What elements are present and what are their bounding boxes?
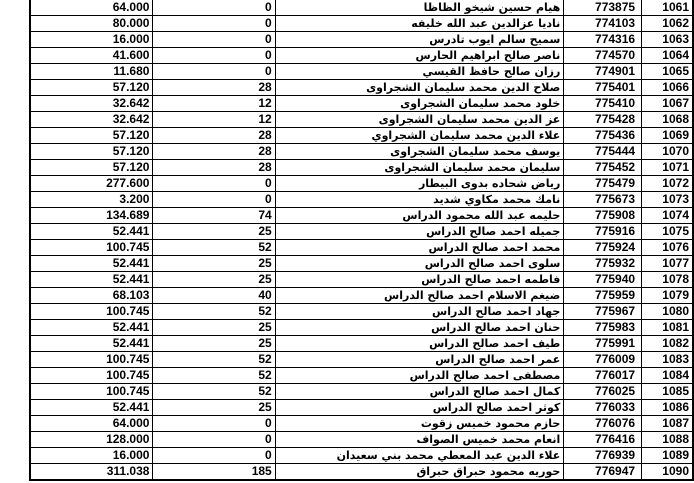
id-number-cell[interactable]: 775410 (564, 96, 642, 112)
sequence-cell[interactable]: 1065 (642, 64, 693, 80)
count-cell[interactable]: 74 (153, 208, 275, 224)
count-cell[interactable]: 25 (153, 400, 275, 416)
table-row (30, 320, 693, 336)
table-row (30, 32, 693, 48)
sequence-cell[interactable]: 1080 (642, 304, 693, 320)
amount-cell[interactable]: 100.745 (30, 304, 153, 320)
table-row (30, 176, 693, 192)
sequence-cell[interactable]: 1070 (642, 144, 693, 160)
amount-cell[interactable]: 52.441 (30, 272, 153, 288)
id-number-cell[interactable]: 776025 (564, 384, 642, 400)
name-cell[interactable]: ناصر صالح ابراهيم الحارس (275, 48, 564, 64)
table-row (30, 464, 693, 481)
name-cell[interactable]: كمال احمد صالح الدراس (275, 384, 564, 400)
amount-cell[interactable]: 100.745 (30, 352, 153, 368)
records-table (29, 0, 694, 481)
sequence-cell[interactable]: 1068 (642, 112, 693, 128)
sequence-cell[interactable]: 1079 (642, 288, 693, 304)
id-number-cell[interactable]: 775916 (564, 224, 642, 240)
name-cell[interactable]: حنان احمد صالح الدراس (275, 320, 564, 336)
name-cell[interactable]: ضيغم الاسلام احمد صالح الدراس (275, 288, 564, 304)
name-cell[interactable]: جميله احمد صالح الدراس (275, 224, 564, 240)
records-table-body (30, 0, 693, 480)
count-cell[interactable]: 0 (153, 0, 275, 16)
sequence-cell[interactable]: 1087 (642, 416, 693, 432)
name-cell[interactable]: خلود محمد سليمان الشجراوى (275, 96, 564, 112)
table-row (30, 448, 693, 464)
name-cell[interactable]: فاطمه احمد صالح الدراس (275, 272, 564, 288)
name-cell[interactable]: يوسف محمد سليمان الشجراوى (275, 144, 564, 160)
table-row (30, 256, 693, 272)
amount-cell[interactable]: 52.441 (30, 224, 153, 240)
name-cell[interactable]: سليمان محمد سليمان الشجراوى (275, 160, 564, 176)
name-cell[interactable]: ناديا عزالدين عبد الله خليفه (275, 16, 564, 32)
count-cell[interactable]: 0 (153, 16, 275, 32)
sequence-cell[interactable]: 1085 (642, 384, 693, 400)
id-number-cell[interactable]: 775967 (564, 304, 642, 320)
table-row (30, 432, 693, 448)
amount-cell[interactable]: 41.600 (30, 48, 153, 64)
sequence-cell[interactable]: 1073 (642, 192, 693, 208)
name-cell[interactable]: عز الدين محمد سليمان الشجراوى (275, 112, 564, 128)
sequence-cell[interactable]: 1090 (642, 464, 693, 481)
id-number-cell[interactable]: 776076 (564, 416, 642, 432)
name-cell[interactable]: هيام حسين شيخو الظاظا (275, 0, 564, 16)
id-number-cell[interactable]: 775959 (564, 288, 642, 304)
count-cell[interactable]: 0 (153, 432, 275, 448)
sequence-cell[interactable]: 1062 (642, 16, 693, 32)
count-cell[interactable]: 40 (153, 288, 275, 304)
id-number-cell[interactable]: 776033 (564, 400, 642, 416)
table-row (30, 368, 693, 384)
sequence-cell[interactable]: 1064 (642, 48, 693, 64)
name-cell[interactable]: سميح سالم ايوب تادرس (275, 32, 564, 48)
count-cell[interactable]: 25 (153, 272, 275, 288)
count-cell[interactable]: 12 (153, 96, 275, 112)
sequence-cell[interactable]: 1072 (642, 176, 693, 192)
count-cell[interactable]: 0 (153, 64, 275, 80)
table-row (30, 192, 693, 208)
count-cell[interactable]: 28 (153, 160, 275, 176)
count-cell[interactable]: 0 (153, 448, 275, 464)
count-cell[interactable]: 25 (153, 256, 275, 272)
table-row (30, 288, 693, 304)
amount-cell[interactable]: 57.120 (30, 144, 153, 160)
id-number-cell[interactable]: 775924 (564, 240, 642, 256)
count-cell[interactable]: 52 (153, 368, 275, 384)
sequence-cell[interactable]: 1088 (642, 432, 693, 448)
amount-cell[interactable]: 57.120 (30, 80, 153, 96)
sequence-cell[interactable]: 1076 (642, 240, 693, 256)
amount-cell[interactable]: 311.038 (30, 464, 153, 481)
id-number-cell[interactable]: 773875 (564, 0, 642, 16)
amount-cell[interactable]: 100.745 (30, 240, 153, 256)
name-cell[interactable]: طيف احمد صالح الدراس (275, 336, 564, 352)
sequence-cell[interactable]: 1077 (642, 256, 693, 272)
count-cell[interactable]: 0 (153, 416, 275, 432)
name-cell[interactable]: كوثر احمد صالح الدراس (275, 400, 564, 416)
table-row (30, 80, 693, 96)
table-row (30, 160, 693, 176)
sequence-cell[interactable]: 1069 (642, 128, 693, 144)
table-row (30, 144, 693, 160)
table-row (30, 16, 693, 32)
name-cell[interactable]: علاء الدين محمد سليمان الشجراوي (275, 128, 564, 144)
id-number-cell[interactable]: 775401 (564, 80, 642, 96)
sequence-cell[interactable]: 1074 (642, 208, 693, 224)
name-cell[interactable]: حوريه محمود حبراق حبراق (275, 464, 564, 481)
count-cell[interactable]: 185 (153, 464, 275, 481)
name-cell[interactable]: حليمه عبد الله محمود الدراس (275, 208, 564, 224)
amount-cell[interactable]: 134.689 (30, 208, 153, 224)
id-number-cell[interactable]: 775673 (564, 192, 642, 208)
table-row (30, 400, 693, 416)
name-cell[interactable]: رياض شحاده بدوى البيطار (275, 176, 564, 192)
amount-cell[interactable]: 52.441 (30, 256, 153, 272)
id-number-cell[interactable]: 775428 (564, 112, 642, 128)
id-number-cell[interactable]: 774103 (564, 16, 642, 32)
amount-cell[interactable]: 52.441 (30, 400, 153, 416)
amount-cell[interactable]: 32.642 (30, 112, 153, 128)
id-number-cell[interactable]: 776416 (564, 432, 642, 448)
id-number-cell[interactable]: 775908 (564, 208, 642, 224)
name-cell[interactable]: رزان صالح حافظ القيسي (275, 64, 564, 80)
amount-cell[interactable]: 52.441 (30, 336, 153, 352)
sequence-cell[interactable]: 1081 (642, 320, 693, 336)
count-cell[interactable]: 52 (153, 352, 275, 368)
table-row (30, 304, 693, 320)
sequence-cell[interactable]: 1066 (642, 80, 693, 96)
name-cell[interactable]: عمر احمد صالح الدراس (275, 352, 564, 368)
count-cell[interactable]: 25 (153, 224, 275, 240)
count-cell[interactable]: 25 (153, 336, 275, 352)
count-cell[interactable]: 0 (153, 48, 275, 64)
name-cell[interactable]: مصطفى احمد صالح الدراس (275, 368, 564, 384)
id-number-cell[interactable]: 775479 (564, 176, 642, 192)
id-number-cell[interactable]: 774316 (564, 32, 642, 48)
sequence-cell[interactable]: 1071 (642, 160, 693, 176)
amount-cell[interactable]: 16.000 (30, 448, 153, 464)
amount-cell[interactable]: 57.120 (30, 128, 153, 144)
name-cell[interactable]: علاء الدين عبد المعطي محمد بني سعيدان (275, 448, 564, 464)
id-number-cell[interactable]: 774570 (564, 48, 642, 64)
amount-cell[interactable]: 128.000 (30, 432, 153, 448)
name-cell[interactable]: انعام محمد خميس الصواف (275, 432, 564, 448)
count-cell[interactable]: 28 (153, 128, 275, 144)
id-number-cell[interactable]: 775991 (564, 336, 642, 352)
table-row (30, 336, 693, 352)
id-number-cell[interactable]: 775940 (564, 272, 642, 288)
sequence-cell[interactable]: 1084 (642, 368, 693, 384)
count-cell[interactable]: 52 (153, 240, 275, 256)
id-number-cell[interactable]: 775983 (564, 320, 642, 336)
id-number-cell[interactable]: 776947 (564, 464, 642, 481)
name-cell[interactable]: صلاح الدين محمد سليمان الشجراوى (275, 80, 564, 96)
sequence-cell[interactable]: 1063 (642, 32, 693, 48)
count-cell[interactable]: 25 (153, 320, 275, 336)
amount-cell[interactable]: 11.680 (30, 64, 153, 80)
count-cell[interactable]: 28 (153, 144, 275, 160)
table-row (30, 128, 693, 144)
sequence-cell[interactable]: 1089 (642, 448, 693, 464)
id-number-cell[interactable]: 775452 (564, 160, 642, 176)
table-row (30, 64, 693, 80)
count-cell[interactable]: 0 (153, 176, 275, 192)
id-number-cell[interactable]: 776009 (564, 352, 642, 368)
table-row (30, 352, 693, 368)
sequence-cell[interactable]: 1075 (642, 224, 693, 240)
amount-cell[interactable]: 68.103 (30, 288, 153, 304)
table-row (30, 208, 693, 224)
amount-cell[interactable]: 100.745 (30, 368, 153, 384)
count-cell[interactable]: 52 (153, 304, 275, 320)
amount-cell[interactable]: 80.000 (30, 16, 153, 32)
count-cell[interactable]: 12 (153, 112, 275, 128)
id-number-cell[interactable]: 774901 (564, 64, 642, 80)
count-cell[interactable]: 0 (153, 192, 275, 208)
amount-cell[interactable]: 16.000 (30, 32, 153, 48)
count-cell[interactable]: 52 (153, 384, 275, 400)
id-number-cell[interactable]: 775932 (564, 256, 642, 272)
name-cell[interactable]: حازم محمود خميس زقوت (275, 416, 564, 432)
sequence-cell[interactable]: 1086 (642, 400, 693, 416)
amount-cell[interactable]: 64.000 (30, 416, 153, 432)
count-cell[interactable]: 28 (153, 80, 275, 96)
id-number-cell[interactable]: 776017 (564, 368, 642, 384)
id-number-cell[interactable]: 775444 (564, 144, 642, 160)
name-cell[interactable]: نامك محمد مكاوي شديد (275, 192, 564, 208)
id-number-cell[interactable]: 776939 (564, 448, 642, 464)
sequence-cell[interactable]: 1083 (642, 352, 693, 368)
table-row (30, 384, 693, 400)
sequence-cell[interactable]: 1082 (642, 336, 693, 352)
amount-cell[interactable]: 277.600 (30, 176, 153, 192)
name-cell[interactable]: سلوى احمد صالح الدراس (275, 256, 564, 272)
sequence-cell[interactable]: 1067 (642, 96, 693, 112)
table-row (30, 240, 693, 256)
table-row (30, 272, 693, 288)
table-row (30, 96, 693, 112)
table-row (30, 0, 693, 16)
table-row (30, 48, 693, 64)
table-row (30, 416, 693, 432)
name-cell[interactable]: جهاد احمد صالح الدراس (275, 304, 564, 320)
table-row (30, 224, 693, 240)
amount-cell[interactable]: 3.200 (30, 192, 153, 208)
amount-cell[interactable]: 32.642 (30, 96, 153, 112)
amount-cell[interactable]: 52.441 (30, 320, 153, 336)
id-number-cell[interactable]: 775436 (564, 128, 642, 144)
amount-cell[interactable]: 64.000 (30, 0, 153, 16)
sequence-cell[interactable]: 1061 (642, 0, 693, 16)
amount-cell[interactable]: 100.745 (30, 384, 153, 400)
amount-cell[interactable]: 57.120 (30, 160, 153, 176)
sequence-cell[interactable]: 1078 (642, 272, 693, 288)
name-cell[interactable]: محمد احمد صالح الدراس (275, 240, 564, 256)
count-cell[interactable]: 0 (153, 32, 275, 48)
table-row (30, 112, 693, 128)
